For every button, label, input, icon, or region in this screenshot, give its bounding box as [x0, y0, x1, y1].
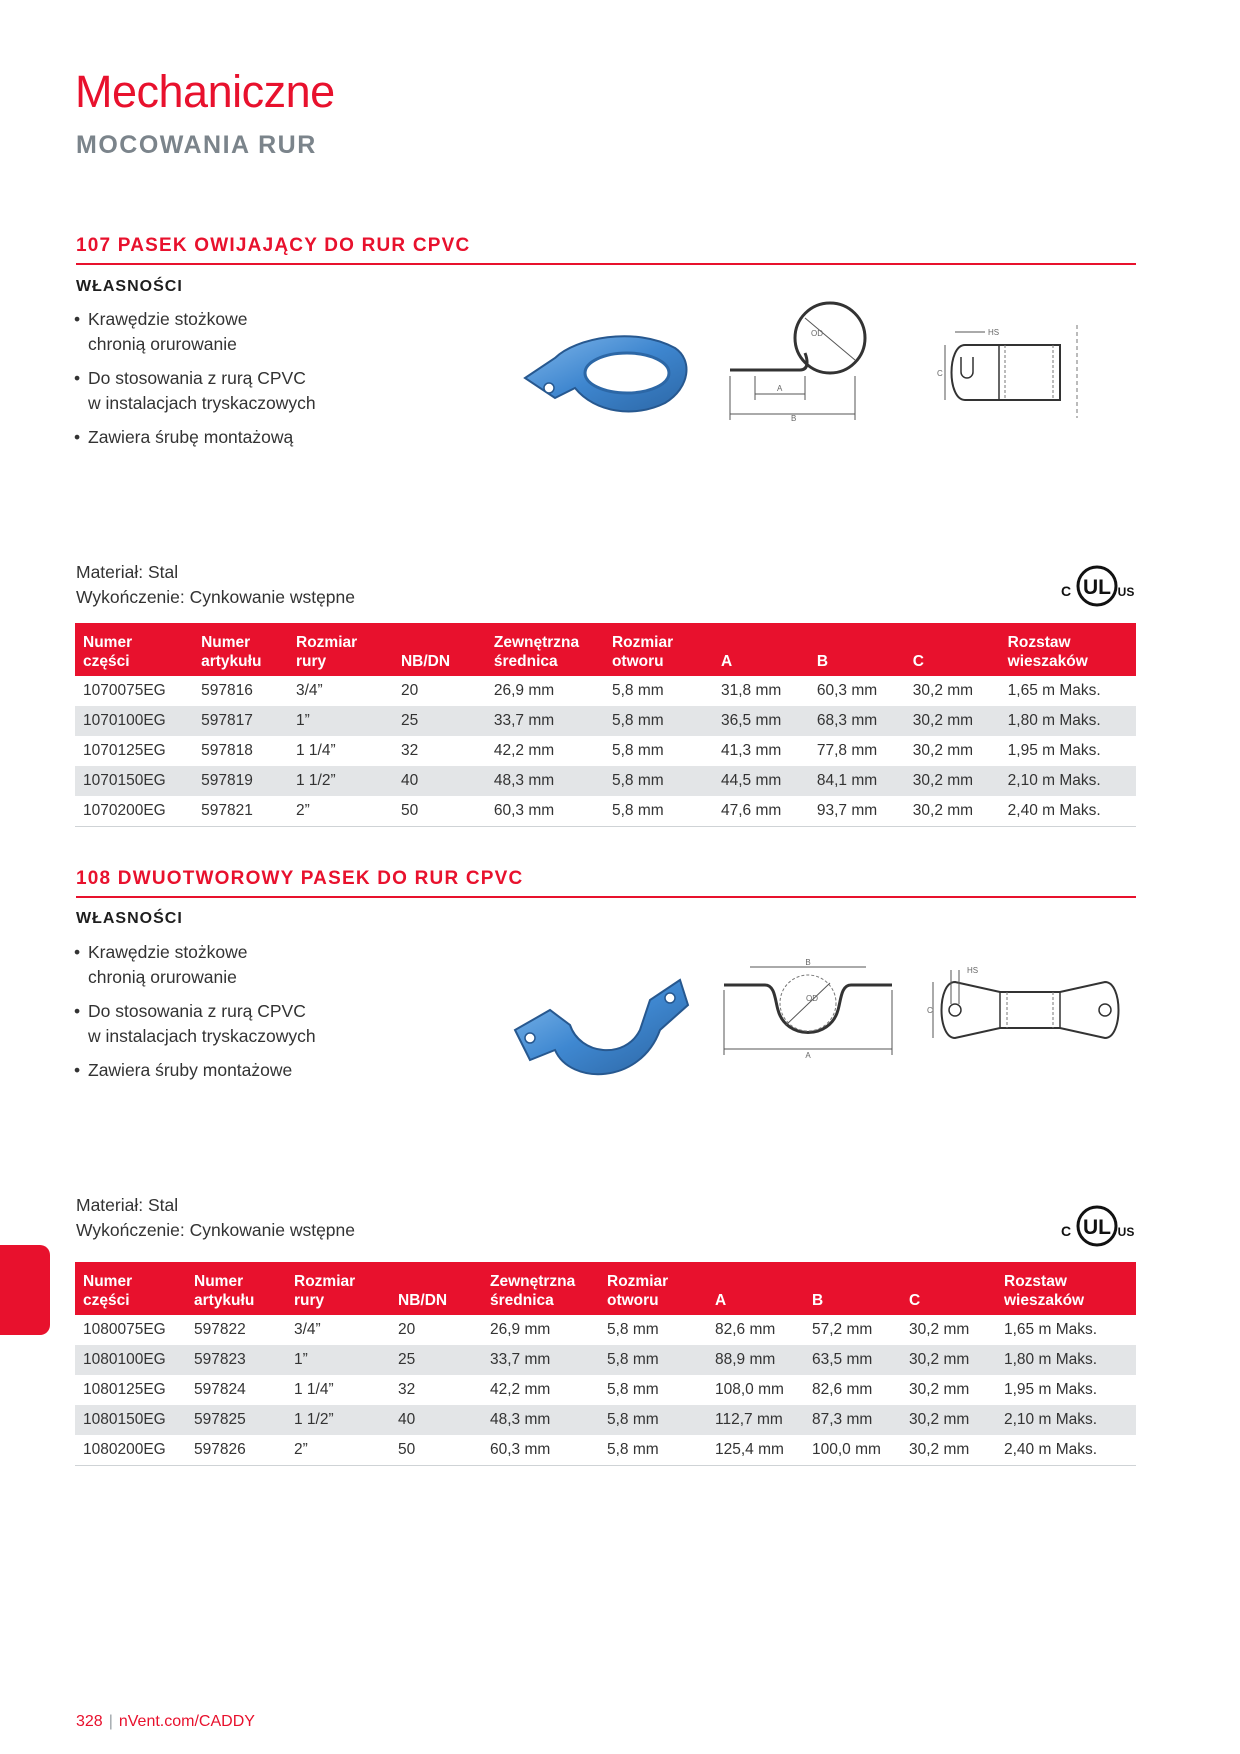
side-view-diagram-108: [720, 955, 900, 1060]
feature-item: • Do stosowania z rurą CPVC w instalacjach tryskaczowych: [74, 366, 388, 416]
table-cell: 597826: [186, 1435, 286, 1466]
page-footer: [76, 1713, 255, 1731]
table-cell: 1080075EG: [83, 1321, 166, 1338]
properties-label: WŁASNOŚCI: [76, 278, 183, 295]
table-cell: 2”: [288, 796, 393, 827]
table-cell: 3/4”: [294, 1321, 321, 1338]
table-cell: 40: [393, 766, 486, 796]
table-row: [75, 1345, 1136, 1375]
table-cell: 597816: [201, 682, 253, 699]
column-header: Numer artykułu: [193, 623, 288, 676]
spec-table-108: [75, 1262, 1136, 1466]
table-cell: 597817: [193, 706, 288, 736]
table-header-row: [75, 623, 1136, 676]
column-header: Zewnętrzna średnica: [486, 623, 604, 676]
table-cell: 48,3 mm: [486, 766, 604, 796]
section-heading-108: 108 DWUOTWOROWY PASEK DO RUR CPVC: [76, 868, 1136, 898]
a-label: A: [777, 384, 783, 393]
table-cell: 32: [400, 742, 419, 759]
svg-text:C: C: [927, 1006, 933, 1015]
table-cell: 26,9 mm: [490, 1321, 551, 1338]
table-cell: 44,5 mm: [713, 766, 809, 796]
top-view-diagram-107: [935, 320, 1095, 420]
table-cell: 2,40 m Maks.: [1000, 796, 1136, 827]
column-header: Rozstaw wieszaków: [996, 1262, 1136, 1315]
properties-label: WŁASNOŚCI: [76, 910, 183, 927]
b-label: B: [791, 414, 797, 423]
section-heading-107: 107 PASEK OWIJAJĄCY DO RUR CPVC: [76, 235, 1136, 265]
table-cell: 597819: [193, 766, 288, 796]
material-info: Materiał: Stal Wykończenie: Cynkowanie wstępne: [76, 562, 356, 607]
table-cell: 597818: [201, 742, 253, 759]
side-view-diagram-107: [725, 298, 885, 423]
table-cell: 1 1/2”: [288, 766, 393, 796]
table-cell: 1070075EG: [83, 682, 166, 699]
spec-table-107: [75, 623, 1136, 827]
table-cell: 84,1 mm: [809, 766, 905, 796]
column-header: Rozmiar rury: [288, 623, 393, 676]
table-row: [75, 1375, 1136, 1405]
table-row: [75, 766, 1136, 796]
table-cell: 82,6 mm: [812, 1381, 873, 1398]
table-cell: 30,2 mm: [912, 682, 974, 699]
od-label: OD: [811, 329, 823, 338]
svg-text:HS: HS: [967, 966, 979, 975]
feature-item: • Krawędzie stożkowe chronią orurowanie: [74, 940, 388, 990]
svg-text:UL: UL: [1083, 576, 1111, 599]
footer-separator: |: [108, 1713, 113, 1730]
table-cell: 60,3 mm: [816, 682, 878, 699]
table-cell: 5,8 mm: [599, 1435, 707, 1466]
svg-text:C: C: [1060, 1223, 1072, 1239]
column-header: A: [707, 1262, 804, 1315]
table-cell: 1,65 m Maks.: [1007, 682, 1101, 699]
table-cell: 87,3 mm: [804, 1405, 901, 1435]
table-row: [75, 706, 1136, 736]
table-cell: 112,7 mm: [707, 1405, 804, 1435]
table-cell: 31,8 mm: [720, 682, 782, 699]
table-cell: 50: [393, 796, 486, 827]
svg-text:A: A: [805, 1051, 811, 1060]
table-cell: 1,80 m Maks.: [996, 1345, 1136, 1375]
table-cell: 1070150EG: [75, 766, 193, 796]
table-cell: 1080200EG: [75, 1435, 186, 1466]
table-cell: 20: [398, 1321, 416, 1338]
ul-certification-logo: [1058, 1202, 1136, 1250]
table-cell: 1”: [286, 1345, 390, 1375]
chapter-tab: [0, 1245, 50, 1335]
table-cell: 1,65 m Maks.: [1004, 1321, 1098, 1338]
table-row: [75, 676, 1136, 706]
table-cell: 100,0 mm: [804, 1435, 901, 1466]
table-cell: 5,8 mm: [607, 1321, 659, 1338]
table-cell: 2,10 m Maks.: [996, 1405, 1136, 1435]
table-cell: 33,7 mm: [482, 1345, 599, 1375]
table-cell: 1,95 m Maks.: [1007, 742, 1101, 759]
table-cell: 597825: [186, 1405, 286, 1435]
feature-item: • Krawędzie stożkowe chronią orurowanie: [74, 307, 388, 357]
table-cell: 30,2 mm: [909, 1321, 970, 1338]
table-cell: 57,2 mm: [812, 1321, 873, 1338]
table-cell: 5,8 mm: [604, 706, 713, 736]
table-cell: 60,3 mm: [486, 796, 604, 827]
table-cell: 60,3 mm: [482, 1435, 599, 1466]
table-cell: 25: [390, 1345, 482, 1375]
c-label: C: [937, 369, 943, 378]
table-cell: 3/4”: [296, 682, 323, 699]
column-header: Numer artykułu: [186, 1262, 286, 1315]
column-header: C: [901, 1262, 996, 1315]
svg-text:B: B: [805, 958, 811, 967]
product-photo-108: [510, 960, 690, 1090]
top-view-diagram-108: [925, 960, 1125, 1060]
feature-item: • Do stosowania z rurą CPVC w instalacjach tryskaczowych: [74, 999, 388, 1049]
svg-text:US: US: [1117, 585, 1135, 599]
table-cell: 42,2 mm: [493, 742, 555, 759]
table-cell: 5,8 mm: [599, 1405, 707, 1435]
table-cell: 597821: [193, 796, 288, 827]
table-cell: 108,0 mm: [715, 1381, 784, 1398]
svg-text:C: C: [1060, 583, 1072, 599]
ul-certification-logo: [1058, 562, 1136, 610]
column-header: A: [713, 623, 809, 676]
footer-url[interactable]: nVent.com/CADDY: [118, 1713, 255, 1730]
column-header: Numer części: [75, 623, 193, 676]
table-cell: 1080100EG: [75, 1345, 186, 1375]
product-photo-107: [515, 318, 695, 428]
feature-item: • Zawiera śrubę montażową: [74, 425, 388, 450]
table-cell: 40: [390, 1405, 482, 1435]
table-header-row: [75, 1262, 1136, 1315]
feature-item: • Zawiera śruby montażowe: [74, 1058, 388, 1083]
table-cell: 77,8 mm: [816, 742, 878, 759]
table-cell: 2,10 m Maks.: [1000, 766, 1136, 796]
table-cell: 1080150EG: [75, 1405, 186, 1435]
table-cell: 597822: [194, 1321, 246, 1338]
column-header: C: [905, 623, 1000, 676]
page-number: 328: [76, 1713, 103, 1730]
table-cell: 33,7 mm: [486, 706, 604, 736]
table-row: [75, 1435, 1136, 1466]
table-cell: 5,8 mm: [611, 682, 664, 699]
column-header: Rozmiar otworu: [604, 623, 713, 676]
column-header: B: [809, 623, 905, 676]
table-cell: 5,8 mm: [599, 1345, 707, 1375]
table-cell: 1 1/4”: [294, 1381, 334, 1398]
table-cell: 1070200EG: [75, 796, 193, 827]
table-row: [75, 796, 1136, 827]
table-cell: 1”: [288, 706, 393, 736]
table-cell: 1,80 m Maks.: [1000, 706, 1136, 736]
svg-text:US: US: [1117, 1225, 1135, 1239]
table-cell: 30,2 mm: [905, 766, 1000, 796]
column-header: Rozmiar rury: [286, 1262, 390, 1315]
table-cell: 5,8 mm: [604, 766, 713, 796]
column-header: NB/DN: [390, 1262, 482, 1315]
material-info: Materiał: Stal Wykończenie: Cynkowanie wstępne: [76, 1195, 356, 1240]
table-cell: 30,2 mm: [905, 706, 1000, 736]
table-cell: 88,9 mm: [707, 1345, 804, 1375]
svg-text:UL: UL: [1083, 1216, 1111, 1239]
table-cell: 36,5 mm: [713, 706, 809, 736]
table-cell: 1070125EG: [83, 742, 166, 759]
table-cell: 42,2 mm: [490, 1381, 551, 1398]
table-cell: 1,95 m Maks.: [1004, 1381, 1098, 1398]
column-header: Numer części: [75, 1262, 186, 1315]
table-row: [75, 1405, 1136, 1435]
table-cell: 50: [390, 1435, 482, 1466]
table-cell: 1 1/2”: [286, 1405, 390, 1435]
feature-list: [74, 940, 388, 1092]
table-cell: 2,40 m Maks.: [996, 1435, 1136, 1466]
table-cell: 125,4 mm: [707, 1435, 804, 1466]
table-cell: 93,7 mm: [809, 796, 905, 827]
page-title: Mechaniczne: [75, 66, 335, 117]
table-cell: 5,8 mm: [607, 1381, 659, 1398]
table-cell: 30,2 mm: [901, 1345, 996, 1375]
table-cell: 48,3 mm: [482, 1405, 599, 1435]
hs-label: HS: [988, 328, 1000, 337]
table-cell: 30,2 mm: [909, 1381, 970, 1398]
table-row: [75, 1315, 1136, 1345]
column-header: Rozmiar otworu: [599, 1262, 707, 1315]
table-cell: 30,2 mm: [901, 1435, 996, 1466]
table-cell: 63,5 mm: [804, 1345, 901, 1375]
table-cell: 5,8 mm: [611, 742, 664, 759]
table-cell: 1070100EG: [75, 706, 193, 736]
table-cell: 597823: [186, 1345, 286, 1375]
table-cell: 597824: [194, 1381, 246, 1398]
table-cell: 25: [393, 706, 486, 736]
svg-text:OD: OD: [806, 994, 818, 1003]
table-row: [75, 736, 1136, 766]
table-cell: 1 1/4”: [296, 742, 336, 759]
table-cell: 2”: [286, 1435, 390, 1466]
page-subtitle: MOCOWANIA RUR: [76, 131, 317, 159]
feature-list: [74, 307, 388, 459]
column-header: NB/DN: [393, 623, 486, 676]
column-header: B: [804, 1262, 901, 1315]
table-cell: 30,2 mm: [901, 1405, 996, 1435]
table-cell: 82,6 mm: [715, 1321, 776, 1338]
table-cell: 32: [398, 1381, 416, 1398]
table-cell: 26,9 mm: [493, 682, 555, 699]
column-header: Rozstaw wieszaków: [1000, 623, 1136, 676]
table-cell: 30,2 mm: [912, 742, 974, 759]
table-cell: 1080125EG: [83, 1381, 166, 1398]
column-header: Zewnętrzna średnica: [482, 1262, 599, 1315]
table-cell: 41,3 mm: [720, 742, 782, 759]
table-cell: 20: [400, 682, 419, 699]
table-cell: 5,8 mm: [604, 796, 713, 827]
table-cell: 68,3 mm: [809, 706, 905, 736]
table-cell: 30,2 mm: [905, 796, 1000, 827]
table-cell: 47,6 mm: [713, 796, 809, 827]
